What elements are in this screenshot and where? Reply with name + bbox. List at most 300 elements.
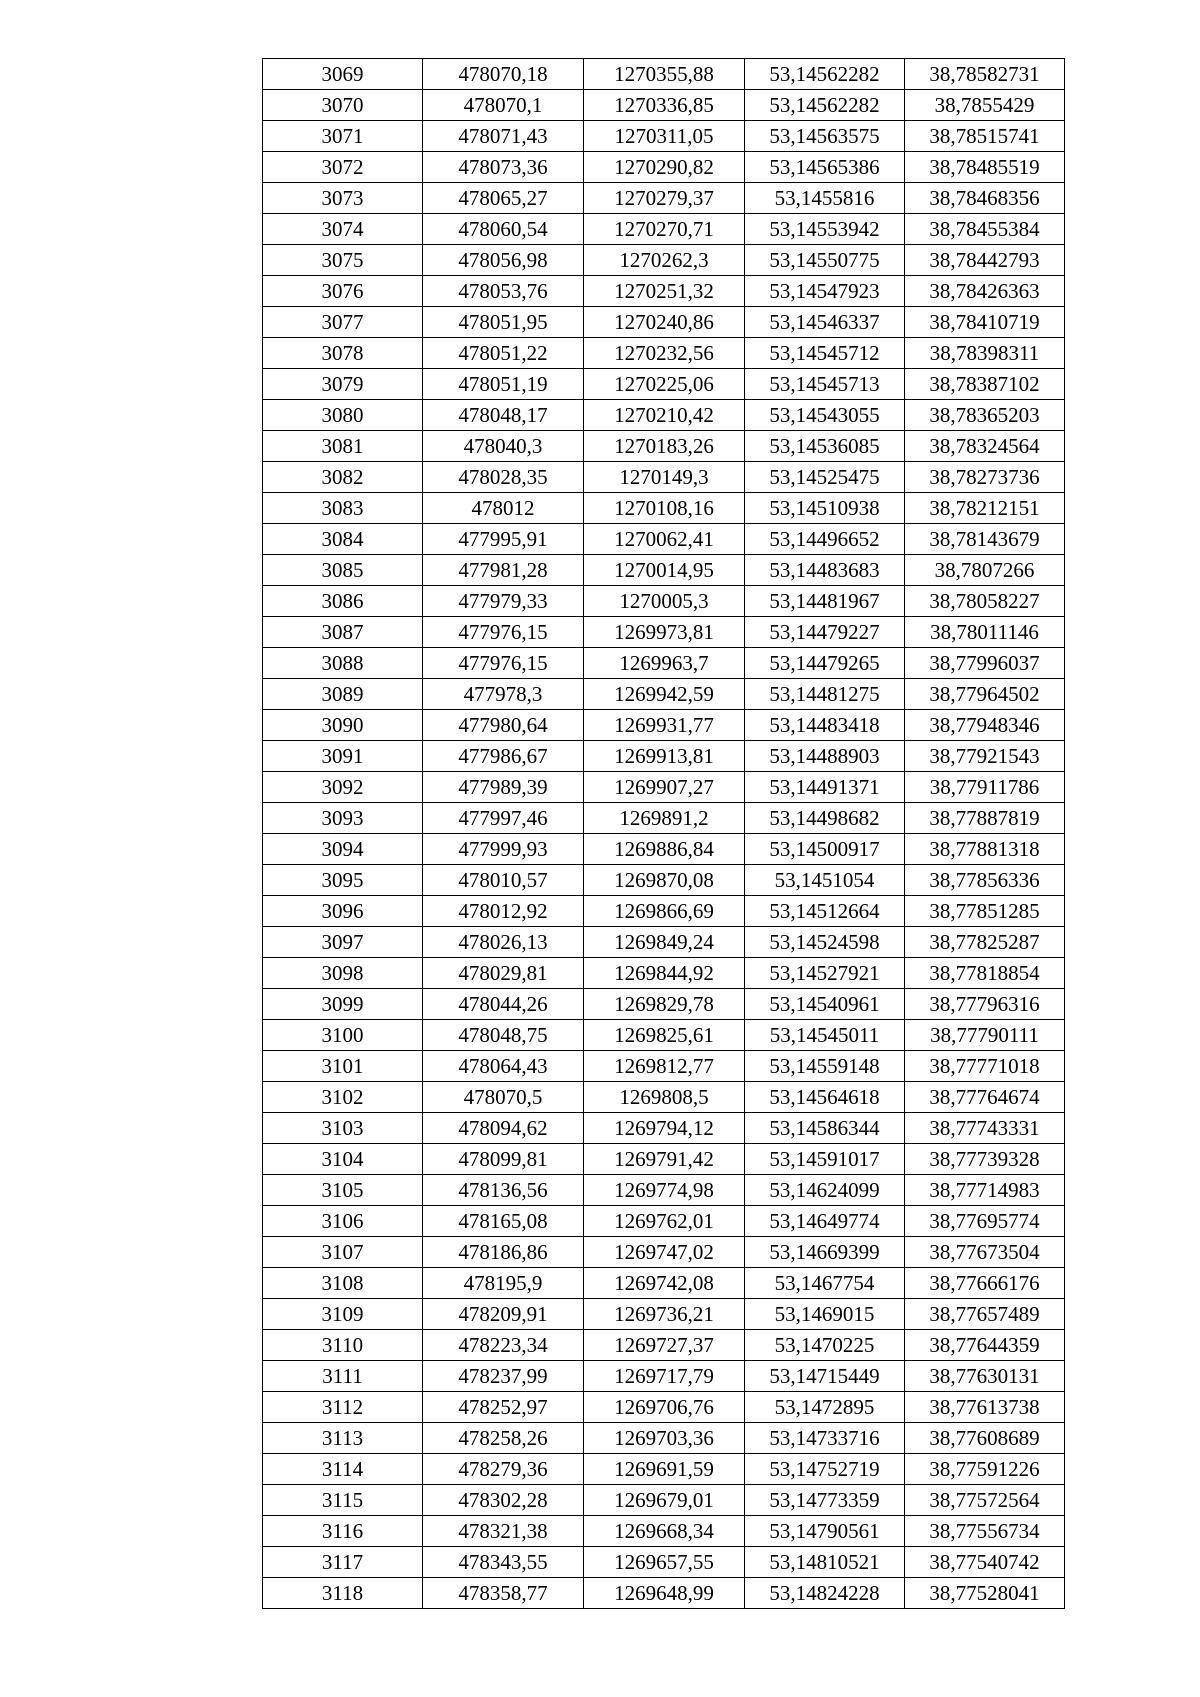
latitude-cell: 53,14496652: [745, 524, 905, 555]
point-number-cell: 3080: [263, 400, 423, 431]
latitude-cell: 53,14715449: [745, 1361, 905, 1392]
x-coordinate-cell: 477976,15: [423, 617, 584, 648]
table-row: [263, 1392, 1065, 1423]
x-coordinate-cell: 478064,43: [423, 1051, 584, 1082]
x-coordinate-cell: 478070,1: [423, 90, 584, 121]
point-number-cell: 3112: [263, 1392, 423, 1423]
longitude-cell: 38,77825287: [905, 927, 1065, 958]
y-coordinate-cell: 1269849,24: [584, 927, 745, 958]
point-number-cell: 3111: [263, 1361, 423, 1392]
x-coordinate-cell: 478012: [423, 493, 584, 524]
y-coordinate-cell: 1269913,81: [584, 741, 745, 772]
point-number-cell: 3096: [263, 896, 423, 927]
latitude-cell: 53,1451054: [745, 865, 905, 896]
y-coordinate-cell: 1269942,59: [584, 679, 745, 710]
x-coordinate-cell: 478302,28: [423, 1485, 584, 1516]
coordinate-table: [262, 58, 1065, 1609]
longitude-cell: 38,77556734: [905, 1516, 1065, 1547]
point-number-cell: 3102: [263, 1082, 423, 1113]
longitude-cell: 38,77666176: [905, 1268, 1065, 1299]
latitude-cell: 53,14562282: [745, 59, 905, 90]
x-coordinate-cell: 478070,5: [423, 1082, 584, 1113]
latitude-cell: 53,14510938: [745, 493, 905, 524]
point-number-cell: 3106: [263, 1206, 423, 1237]
y-coordinate-cell: 1269774,98: [584, 1175, 745, 1206]
table-row: [263, 1268, 1065, 1299]
table-row: [263, 1237, 1065, 1268]
longitude-cell: 38,77887819: [905, 803, 1065, 834]
x-coordinate-cell: 477989,39: [423, 772, 584, 803]
point-number-cell: 3114: [263, 1454, 423, 1485]
point-number-cell: 3098: [263, 958, 423, 989]
x-coordinate-cell: 478094,62: [423, 1113, 584, 1144]
coordinate-table-body: [263, 59, 1065, 1609]
longitude-cell: 38,78324564: [905, 431, 1065, 462]
x-coordinate-cell: 478073,36: [423, 152, 584, 183]
y-coordinate-cell: 1270108,16: [584, 493, 745, 524]
longitude-cell: 38,78365203: [905, 400, 1065, 431]
longitude-cell: 38,77796316: [905, 989, 1065, 1020]
point-number-cell: 3099: [263, 989, 423, 1020]
point-number-cell: 3101: [263, 1051, 423, 1082]
y-coordinate-cell: 1269679,01: [584, 1485, 745, 1516]
x-coordinate-cell: 478258,26: [423, 1423, 584, 1454]
latitude-cell: 53,14483418: [745, 710, 905, 741]
latitude-cell: 53,14546337: [745, 307, 905, 338]
point-number-cell: 3107: [263, 1237, 423, 1268]
point-number-cell: 3069: [263, 59, 423, 90]
point-number-cell: 3108: [263, 1268, 423, 1299]
latitude-cell: 53,14824228: [745, 1578, 905, 1609]
x-coordinate-cell: 478065,27: [423, 183, 584, 214]
table-row: [263, 462, 1065, 493]
x-coordinate-cell: 478051,19: [423, 369, 584, 400]
longitude-cell: 38,77673504: [905, 1237, 1065, 1268]
table-row: [263, 400, 1065, 431]
x-coordinate-cell: 478051,22: [423, 338, 584, 369]
x-coordinate-cell: 478071,43: [423, 121, 584, 152]
table-row: [263, 1206, 1065, 1237]
x-coordinate-cell: 478029,81: [423, 958, 584, 989]
x-coordinate-cell: 478040,3: [423, 431, 584, 462]
y-coordinate-cell: 1270232,56: [584, 338, 745, 369]
longitude-cell: 38,78468356: [905, 183, 1065, 214]
latitude-cell: 53,14545011: [745, 1020, 905, 1051]
y-coordinate-cell: 1269706,76: [584, 1392, 745, 1423]
longitude-cell: 38,7855429: [905, 90, 1065, 121]
x-coordinate-cell: 477980,64: [423, 710, 584, 741]
table-row: [263, 1144, 1065, 1175]
x-coordinate-cell: 478195,9: [423, 1268, 584, 1299]
longitude-cell: 38,77743331: [905, 1113, 1065, 1144]
point-number-cell: 3092: [263, 772, 423, 803]
latitude-cell: 53,14525475: [745, 462, 905, 493]
table-row: [263, 152, 1065, 183]
longitude-cell: 38,78273736: [905, 462, 1065, 493]
point-number-cell: 3117: [263, 1547, 423, 1578]
point-number-cell: 3103: [263, 1113, 423, 1144]
longitude-cell: 38,78582731: [905, 59, 1065, 90]
latitude-cell: 53,14491371: [745, 772, 905, 803]
latitude-cell: 53,14559148: [745, 1051, 905, 1082]
x-coordinate-cell: 477976,15: [423, 648, 584, 679]
point-number-cell: 3078: [263, 338, 423, 369]
latitude-cell: 53,14669399: [745, 1237, 905, 1268]
table-row: [263, 865, 1065, 896]
latitude-cell: 53,14624099: [745, 1175, 905, 1206]
latitude-cell: 53,14545712: [745, 338, 905, 369]
point-number-cell: 3072: [263, 152, 423, 183]
table-row: [263, 1547, 1065, 1578]
longitude-cell: 38,77948346: [905, 710, 1065, 741]
point-number-cell: 3100: [263, 1020, 423, 1051]
longitude-cell: 38,77608689: [905, 1423, 1065, 1454]
latitude-cell: 53,14500917: [745, 834, 905, 865]
y-coordinate-cell: 1270251,32: [584, 276, 745, 307]
y-coordinate-cell: 1270240,86: [584, 307, 745, 338]
longitude-cell: 38,77851285: [905, 896, 1065, 927]
point-number-cell: 3115: [263, 1485, 423, 1516]
table-row: [263, 59, 1065, 90]
point-number-cell: 3105: [263, 1175, 423, 1206]
y-coordinate-cell: 1269907,27: [584, 772, 745, 803]
y-coordinate-cell: 1270062,41: [584, 524, 745, 555]
latitude-cell: 53,1455816: [745, 183, 905, 214]
y-coordinate-cell: 1270311,05: [584, 121, 745, 152]
y-coordinate-cell: 1269829,78: [584, 989, 745, 1020]
table-row: [263, 1051, 1065, 1082]
longitude-cell: 38,77695774: [905, 1206, 1065, 1237]
latitude-cell: 53,14586344: [745, 1113, 905, 1144]
longitude-cell: 38,78398311: [905, 338, 1065, 369]
table-row: [263, 648, 1065, 679]
longitude-cell: 38,77714983: [905, 1175, 1065, 1206]
latitude-cell: 53,14527921: [745, 958, 905, 989]
table-row: [263, 1423, 1065, 1454]
x-coordinate-cell: 478358,77: [423, 1578, 584, 1609]
table-row: [263, 710, 1065, 741]
table-row: [263, 834, 1065, 865]
x-coordinate-cell: 477999,93: [423, 834, 584, 865]
longitude-cell: 38,78442793: [905, 245, 1065, 276]
x-coordinate-cell: 478012,92: [423, 896, 584, 927]
latitude-cell: 53,14536085: [745, 431, 905, 462]
longitude-cell: 38,77528041: [905, 1578, 1065, 1609]
x-coordinate-cell: 478051,95: [423, 307, 584, 338]
table-row: [263, 214, 1065, 245]
latitude-cell: 53,14488903: [745, 741, 905, 772]
longitude-cell: 38,77739328: [905, 1144, 1065, 1175]
x-coordinate-cell: 478209,91: [423, 1299, 584, 1330]
table-row: [263, 1082, 1065, 1113]
y-coordinate-cell: 1269844,92: [584, 958, 745, 989]
point-number-cell: 3094: [263, 834, 423, 865]
latitude-cell: 53,14649774: [745, 1206, 905, 1237]
x-coordinate-cell: 478010,57: [423, 865, 584, 896]
x-coordinate-cell: 478026,13: [423, 927, 584, 958]
y-coordinate-cell: 1269742,08: [584, 1268, 745, 1299]
x-coordinate-cell: 477981,28: [423, 555, 584, 586]
latitude-cell: 53,14498682: [745, 803, 905, 834]
y-coordinate-cell: 1270290,82: [584, 152, 745, 183]
table-row: [263, 183, 1065, 214]
y-coordinate-cell: 1269825,61: [584, 1020, 745, 1051]
longitude-cell: 38,77921543: [905, 741, 1065, 772]
y-coordinate-cell: 1269866,69: [584, 896, 745, 927]
y-coordinate-cell: 1270225,06: [584, 369, 745, 400]
y-coordinate-cell: 1269794,12: [584, 1113, 745, 1144]
latitude-cell: 53,14790561: [745, 1516, 905, 1547]
table-row: [263, 1485, 1065, 1516]
x-coordinate-cell: 478321,38: [423, 1516, 584, 1547]
longitude-cell: 38,77964502: [905, 679, 1065, 710]
latitude-cell: 53,14773359: [745, 1485, 905, 1516]
y-coordinate-cell: 1269791,42: [584, 1144, 745, 1175]
table-row: [263, 245, 1065, 276]
point-number-cell: 3110: [263, 1330, 423, 1361]
y-coordinate-cell: 1270355,88: [584, 59, 745, 90]
y-coordinate-cell: 1270014,95: [584, 555, 745, 586]
x-coordinate-cell: 477997,46: [423, 803, 584, 834]
x-coordinate-cell: 478053,76: [423, 276, 584, 307]
x-coordinate-cell: 478056,98: [423, 245, 584, 276]
y-coordinate-cell: 1269762,01: [584, 1206, 745, 1237]
longitude-cell: 38,77881318: [905, 834, 1065, 865]
longitude-cell: 38,78212151: [905, 493, 1065, 524]
longitude-cell: 38,77591226: [905, 1454, 1065, 1485]
x-coordinate-cell: 478048,75: [423, 1020, 584, 1051]
point-number-cell: 3116: [263, 1516, 423, 1547]
table-row: [263, 338, 1065, 369]
latitude-cell: 53,14547923: [745, 276, 905, 307]
longitude-cell: 38,77856336: [905, 865, 1065, 896]
latitude-cell: 53,1472895: [745, 1392, 905, 1423]
point-number-cell: 3090: [263, 710, 423, 741]
y-coordinate-cell: 1270336,85: [584, 90, 745, 121]
table-row: [263, 369, 1065, 400]
longitude-cell: 38,78515741: [905, 121, 1065, 152]
point-number-cell: 3079: [263, 369, 423, 400]
y-coordinate-cell: 1269808,5: [584, 1082, 745, 1113]
y-coordinate-cell: 1269736,21: [584, 1299, 745, 1330]
table-row: [263, 1578, 1065, 1609]
latitude-cell: 53,14810521: [745, 1547, 905, 1578]
x-coordinate-cell: 477979,33: [423, 586, 584, 617]
longitude-cell: 38,77911786: [905, 772, 1065, 803]
x-coordinate-cell: 478279,36: [423, 1454, 584, 1485]
y-coordinate-cell: 1270279,37: [584, 183, 745, 214]
latitude-cell: 53,1467754: [745, 1268, 905, 1299]
point-number-cell: 3087: [263, 617, 423, 648]
y-coordinate-cell: 1269747,02: [584, 1237, 745, 1268]
latitude-cell: 53,14481967: [745, 586, 905, 617]
table-row: [263, 772, 1065, 803]
y-coordinate-cell: 1269648,99: [584, 1578, 745, 1609]
y-coordinate-cell: 1269931,77: [584, 710, 745, 741]
table-row: [263, 741, 1065, 772]
latitude-cell: 53,14543055: [745, 400, 905, 431]
point-number-cell: 3086: [263, 586, 423, 617]
x-coordinate-cell: 477986,67: [423, 741, 584, 772]
y-coordinate-cell: 1270005,3: [584, 586, 745, 617]
longitude-cell: 38,77818854: [905, 958, 1065, 989]
latitude-cell: 53,14479265: [745, 648, 905, 679]
point-number-cell: 3073: [263, 183, 423, 214]
table-row: [263, 989, 1065, 1020]
table-row: [263, 1299, 1065, 1330]
point-number-cell: 3091: [263, 741, 423, 772]
y-coordinate-cell: 1269870,08: [584, 865, 745, 896]
y-coordinate-cell: 1269812,77: [584, 1051, 745, 1082]
point-number-cell: 3088: [263, 648, 423, 679]
point-number-cell: 3071: [263, 121, 423, 152]
x-coordinate-cell: 478237,99: [423, 1361, 584, 1392]
y-coordinate-cell: 1269717,79: [584, 1361, 745, 1392]
x-coordinate-cell: 478070,18: [423, 59, 584, 90]
y-coordinate-cell: 1269668,34: [584, 1516, 745, 1547]
table-row: [263, 431, 1065, 462]
latitude-cell: 53,14591017: [745, 1144, 905, 1175]
point-number-cell: 3089: [263, 679, 423, 710]
table-row: [263, 586, 1065, 617]
point-number-cell: 3097: [263, 927, 423, 958]
table-row: [263, 617, 1065, 648]
x-coordinate-cell: 478136,56: [423, 1175, 584, 1206]
longitude-cell: 38,77644359: [905, 1330, 1065, 1361]
longitude-cell: 38,78410719: [905, 307, 1065, 338]
latitude-cell: 53,14545713: [745, 369, 905, 400]
longitude-cell: 38,77630131: [905, 1361, 1065, 1392]
point-number-cell: 3074: [263, 214, 423, 245]
point-number-cell: 3085: [263, 555, 423, 586]
table-row: [263, 927, 1065, 958]
longitude-cell: 38,78387102: [905, 369, 1065, 400]
y-coordinate-cell: 1269691,59: [584, 1454, 745, 1485]
latitude-cell: 53,14563575: [745, 121, 905, 152]
longitude-cell: 38,78011146: [905, 617, 1065, 648]
x-coordinate-cell: 477995,91: [423, 524, 584, 555]
x-coordinate-cell: 478186,86: [423, 1237, 584, 1268]
longitude-cell: 38,78058227: [905, 586, 1065, 617]
table-row: [263, 896, 1065, 927]
x-coordinate-cell: 478044,26: [423, 989, 584, 1020]
latitude-cell: 53,14564618: [745, 1082, 905, 1113]
point-number-cell: 3070: [263, 90, 423, 121]
y-coordinate-cell: 1270270,71: [584, 214, 745, 245]
point-number-cell: 3076: [263, 276, 423, 307]
y-coordinate-cell: 1269973,81: [584, 617, 745, 648]
latitude-cell: 53,1469015: [745, 1299, 905, 1330]
latitude-cell: 53,14479227: [745, 617, 905, 648]
y-coordinate-cell: 1269891,2: [584, 803, 745, 834]
table-row: [263, 1330, 1065, 1361]
latitude-cell: 53,14481275: [745, 679, 905, 710]
table-row: [263, 555, 1065, 586]
longitude-cell: 38,77613738: [905, 1392, 1065, 1423]
table-row: [263, 307, 1065, 338]
x-coordinate-cell: 478252,97: [423, 1392, 584, 1423]
y-coordinate-cell: 1269657,55: [584, 1547, 745, 1578]
longitude-cell: 38,77657489: [905, 1299, 1065, 1330]
point-number-cell: 3075: [263, 245, 423, 276]
point-number-cell: 3109: [263, 1299, 423, 1330]
y-coordinate-cell: 1269727,37: [584, 1330, 745, 1361]
table-row: [263, 90, 1065, 121]
latitude-cell: 53,14483683: [745, 555, 905, 586]
latitude-cell: 53,14733716: [745, 1423, 905, 1454]
y-coordinate-cell: 1269886,84: [584, 834, 745, 865]
table-row: [263, 1020, 1065, 1051]
point-number-cell: 3093: [263, 803, 423, 834]
x-coordinate-cell: 478099,81: [423, 1144, 584, 1175]
y-coordinate-cell: 1270210,42: [584, 400, 745, 431]
point-number-cell: 3081: [263, 431, 423, 462]
longitude-cell: 38,78485519: [905, 152, 1065, 183]
longitude-cell: 38,77572564: [905, 1485, 1065, 1516]
y-coordinate-cell: 1269963,7: [584, 648, 745, 679]
longitude-cell: 38,78455384: [905, 214, 1065, 245]
latitude-cell: 53,14562282: [745, 90, 905, 121]
longitude-cell: 38,77996037: [905, 648, 1065, 679]
point-number-cell: 3077: [263, 307, 423, 338]
x-coordinate-cell: 478048,17: [423, 400, 584, 431]
table-row: [263, 524, 1065, 555]
table-row: [263, 679, 1065, 710]
latitude-cell: 53,1470225: [745, 1330, 905, 1361]
longitude-cell: 38,78426363: [905, 276, 1065, 307]
longitude-cell: 38,77540742: [905, 1547, 1065, 1578]
x-coordinate-cell: 478223,34: [423, 1330, 584, 1361]
x-coordinate-cell: 478060,54: [423, 214, 584, 245]
table-row: [263, 1113, 1065, 1144]
table-row: [263, 121, 1065, 152]
table-row: [263, 958, 1065, 989]
table-row: [263, 1361, 1065, 1392]
table-row: [263, 276, 1065, 307]
longitude-cell: 38,78143679: [905, 524, 1065, 555]
table-row: [263, 493, 1065, 524]
latitude-cell: 53,14524598: [745, 927, 905, 958]
point-number-cell: 3113: [263, 1423, 423, 1454]
y-coordinate-cell: 1270149,3: [584, 462, 745, 493]
x-coordinate-cell: 478165,08: [423, 1206, 584, 1237]
latitude-cell: 53,14565386: [745, 152, 905, 183]
table-row: [263, 1175, 1065, 1206]
table-row: [263, 1516, 1065, 1547]
point-number-cell: 3104: [263, 1144, 423, 1175]
point-number-cell: 3082: [263, 462, 423, 493]
y-coordinate-cell: 1270183,26: [584, 431, 745, 462]
point-number-cell: 3084: [263, 524, 423, 555]
latitude-cell: 53,14752719: [745, 1454, 905, 1485]
table-row: [263, 1454, 1065, 1485]
y-coordinate-cell: 1269703,36: [584, 1423, 745, 1454]
x-coordinate-cell: 478343,55: [423, 1547, 584, 1578]
x-coordinate-cell: 477978,3: [423, 679, 584, 710]
table-row: [263, 803, 1065, 834]
latitude-cell: 53,14550775: [745, 245, 905, 276]
point-number-cell: 3095: [263, 865, 423, 896]
latitude-cell: 53,14540961: [745, 989, 905, 1020]
x-coordinate-cell: 478028,35: [423, 462, 584, 493]
longitude-cell: 38,77764674: [905, 1082, 1065, 1113]
latitude-cell: 53,14553942: [745, 214, 905, 245]
point-number-cell: 3083: [263, 493, 423, 524]
y-coordinate-cell: 1270262,3: [584, 245, 745, 276]
longitude-cell: 38,77771018: [905, 1051, 1065, 1082]
longitude-cell: 38,7807266: [905, 555, 1065, 586]
latitude-cell: 53,14512664: [745, 896, 905, 927]
